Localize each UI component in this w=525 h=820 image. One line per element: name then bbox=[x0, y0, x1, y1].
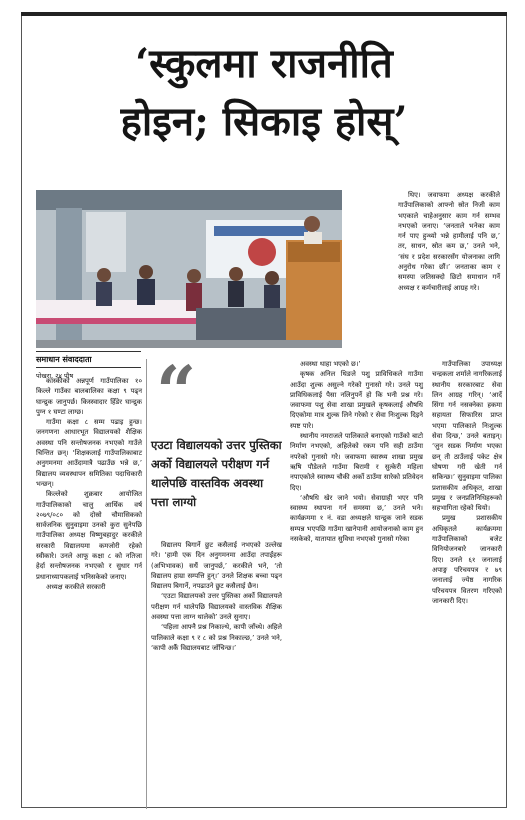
paragraph: ‘पहिला आफ्नै प्रश्न निकाल्थे, कापी जाँच्थे। अहिले पालिकाले कक्षा ९ र ८ को प्रश्न निकाल्छ,’ उनले भने, ‘कापी अर्कै विद्यालयबाट जाँचिन्छ।’ bbox=[151, 623, 282, 652]
paragraph: ‘औषधि खेर जाने भयो। सेवाग्राही भएर पनि स्वास्थ्य स्थापना गर्न समस्या छ,’ उनले भने। कार्यक्रममा १ नं. वडा अध्यक्षले घान्द्रुक जाने सडक सम्पन्न भएपछि गाउँमा खानेपानी आयोजनाको काम हुन नसकेको, यातायात सुविधा नभएको गुनासो गरेका bbox=[290, 493, 423, 544]
article-column-4-top bbox=[398, 190, 500, 293]
article-column-4 bbox=[432, 359, 502, 606]
paragraph: गाउँमा कक्षा ८ सम्म पढाइ हुन्छ। जनगणना आधारभूत विद्यालयको शैक्षिक अवस्था पनि सन्तोषजनक नभएको गाउँले चिन्तित छन्। ‘शिक्षकलाई गाउँपालिकाबाट अनुगमनमा आउँदामात्रै पढाउँछ भन्ने छ,’ विद्यालय व्यवस्थापन समितिका पदाधिकारी भन्छन्। bbox=[36, 418, 142, 488]
paragraph: कृषक अनिल थिङले पशु प्राविधिकले गाउँमा आउँदा शुल्क असुल्ने गरेको गुनासो गरे। उनले पशु प्राविधिकलाई पैसा नलिनुपर्ने हो कि भनी प्रश्न गरे। जवाफमा पशु सेवा शाखा प्रमुखले कृषकलाई औषधि दिएकोमा मात्र शुल्क लिने गरेको र सेवा निःशुल्क दिइने स्पष्ट पारे। bbox=[290, 370, 423, 430]
paragraph: स्थानीय नमराजले पालिकाले बनाएको गाउँको बाटो निर्माण नभएको, अहिलेको रकम पनि सही ठाउँमा नपरेको गुनासो गरे। जवाफमा स्वास्थ्य शाखा प्रमुख ऋषि पौडेलले गाउँमा बिरामी र सुत्केरी महिला नपाएकोले स्वास्थ्य चौकी अर्को ठाउँमा सारेको प्रतिवेदन दिए। bbox=[290, 432, 423, 492]
headline bbox=[25, 38, 503, 148]
top-rule bbox=[21, 12, 507, 16]
quote-mark-icon: “ bbox=[156, 350, 197, 433]
paragraph: किल्लेको शुक्रबार आयोजित गाउँपालिकाको चालु आर्थिक वर्ष २०७९/०८० को दोस्रो चौमासिकको सार्वजनिक सुनुवाइमा उनको कुरा सुनेपछि गाउँपालिका अध्यक्ष विष्णुबहादुर करकीले सरकारी विद्यालयमा कमजोरी रहेको स्वीकारे। उनले आफू कक्षा ८ को नतिजा हेर्दा सन्तोषजनक नभएको र सुधार गर्न प्रधानाध्यापकलाई भनिसकेको जनाए। bbox=[36, 490, 142, 581]
headline-line-2: होइन; सिकाइ होस्’ bbox=[120, 98, 408, 145]
paragraph: प्रमुख प्रशासकीय अधिकृतले कार्यक्रममा गाउँपालिकाको बजेट विनियोजनबारे जानकारी दिए। उनले ६१ जनालाई अपाङ्ग परिचयपत्र र ७९ जनालाई ज्येष्ठ नागरिक परिचयपत्र वितरण गरिएको जानकारी दिए। bbox=[432, 514, 502, 605]
news-photo bbox=[36, 190, 342, 348]
article-column-2 bbox=[151, 540, 282, 653]
paragraph: ‘एउटा विद्यालयको उत्तर पुस्तिका अर्को विद्यालयले परीक्षण गर्न थालेपछि विद्यालयको वास्तविक शैक्षिक अवस्था पत्ता लाग्न थालेको’ उनले सुनाए। bbox=[151, 592, 282, 622]
paragraph: विद्यालय बिगार्ने छुट कसैलाई नभएको उल्लेख गरे। ‘हामी एक दिन अनुगमनमा आउँदा तपाईंहरू (अभिभावक) सधैं जानुपर्छ,’ करकीले भने, ‘तो विद्यालय हाम्रा सम्पत्ति हुन्।’ उनले शिक्षक बच्चा पढ्न विद्यालय बिगार्ने, नपढाउने छुट कसैलाई छैन। bbox=[151, 541, 282, 591]
pull-quote: एउटा विद्यालयको उत्तर पुस्तिका अर्को विद्यालयले परीक्षण गर्न थालेपछि वास्तविक अवस्था पत्ता लाग्यो bbox=[151, 438, 282, 509]
article-column-3 bbox=[290, 359, 423, 544]
paragraph: थिए। जवाफमा अध्यक्ष करकीले गाउँपालिकाको आफ्नो स्रोत निजी काम भएकाले चाहेअनुसार काम गर्न सम्भव नभएको जनाए। ‘जनताले भनेका काम गर्न पाए हुन्थ्यो भन्ने हामीलाई पनि छ,’ तर, साधन, स्रोत कम छ,’ उनले भने, ‘संघ र प्रदेश सरकारसँग योजनाका लागि अनुरोध गरेका छौं।’ जनताका काम र समस्या जतिसक्दो छिटो समाधान गर्ने अध्यक्ष र कर्मचारीलाई आग्रह गरे। bbox=[398, 191, 500, 292]
meeting-photo-illustration bbox=[36, 190, 342, 348]
headline-line-1: ‘स्कुलमा राजनीति bbox=[135, 40, 393, 87]
column-divider bbox=[146, 359, 147, 809]
paragraph: अध्यक्ष करकीले सरकारी bbox=[46, 582, 106, 591]
dateline: पोखरा, २४ पौष bbox=[36, 372, 74, 380]
byline: समाधान संवाददाता bbox=[36, 351, 141, 368]
article-column-1 bbox=[36, 376, 142, 592]
paragraph: कास्कीको अन्नपूर्ण गाउँपालिका १० किल्ले गाउँका बालबालिका कक्षा ९ पढ्न घान्द्रुक जानुपर्छ। किस्स्वादार हिँडेर घान्द्रुक पुग्न १ घण्टा लाग्छ। bbox=[36, 377, 142, 416]
paragraph: अवस्था थाहा भएको छ।’ bbox=[300, 360, 361, 368]
paragraph: गाउँपालिका उपाध्यक्ष चन्द्रकला शर्माले नागरिकलाई स्थानीय सरकारबाट सेवा लिन आग्रह गरिन्। ‘आर्दे सिंगा गर्न नसक्नेका हकमा सहायता सिफारिस प्राप्त भएमा पालिकाले निःशुल्क सेवा दिन्छ,’ उनले बताइन्। ‘जुन सडक निर्माण भएका छन् ती ठाउँलाई पकेट क्षेत्र घोषणा गरी खेती गर्न सकिन्छ।’ सुनुवाइमा पालिका प्रशासकीय अधिकृत, शाखा प्रमुख र जनप्रतिनिधिहरूको सहभागिता रहेको थियो। bbox=[432, 360, 502, 513]
